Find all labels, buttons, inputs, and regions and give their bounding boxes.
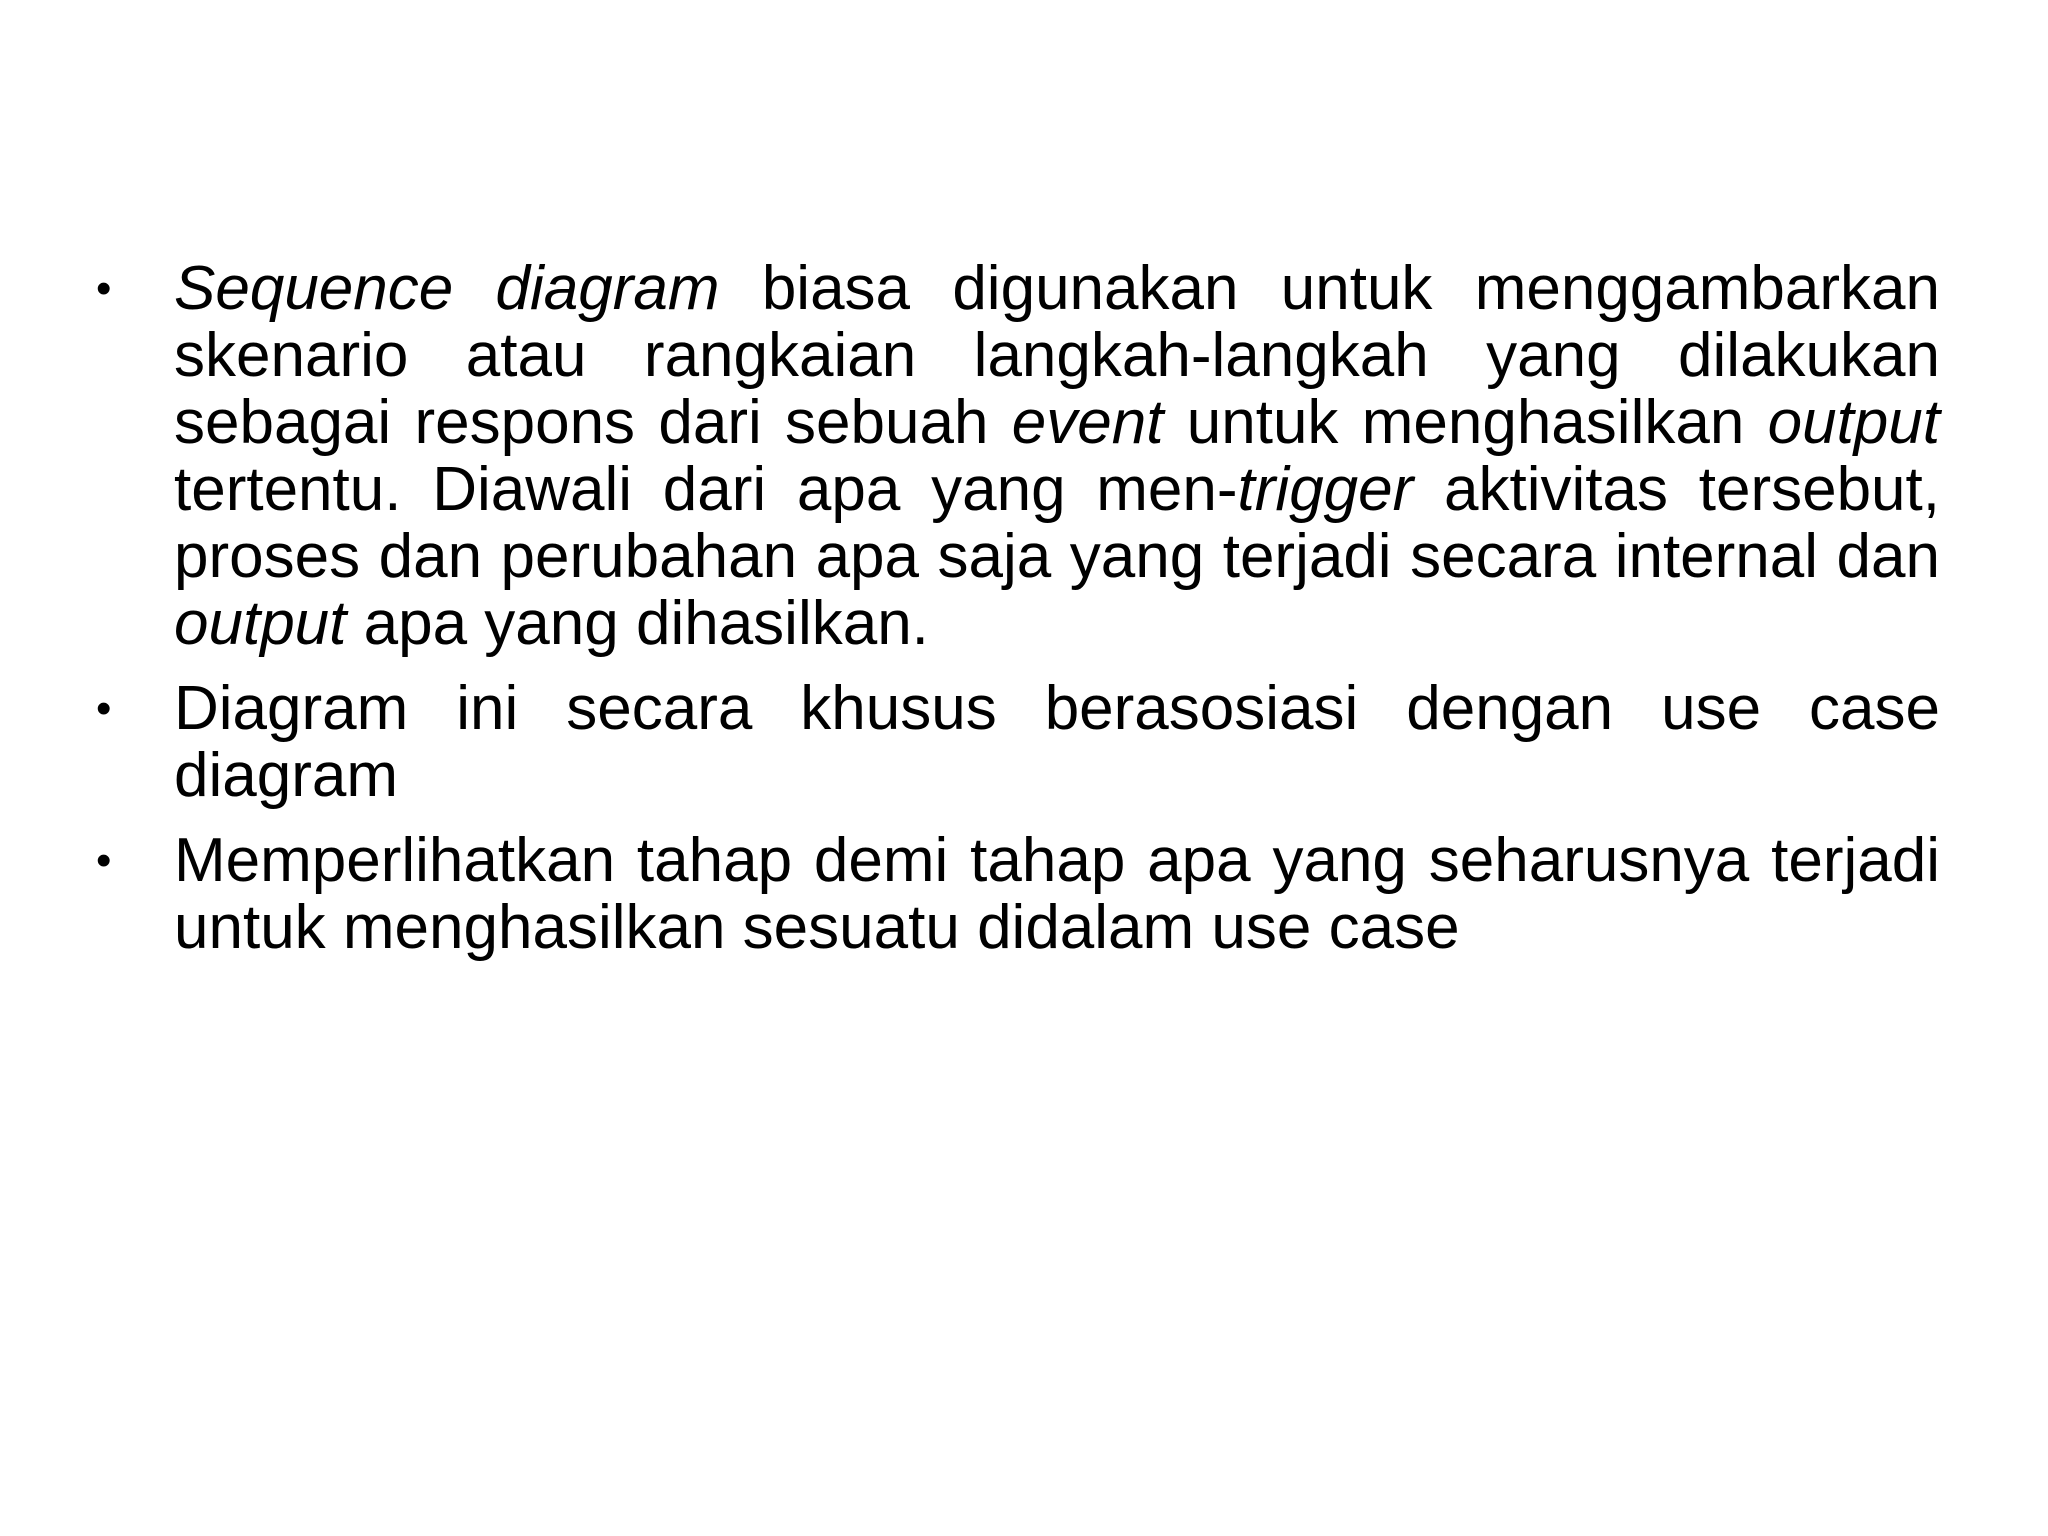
text-segment: trigger (1237, 455, 1414, 524)
text-segment: apa yang dihasilkan. (346, 589, 929, 658)
text-segment: output (174, 589, 347, 658)
text-segment: biasa digunakan untuk menggambarkan skenario atau rangkaian langkah-langkah yang dilakukan sebagai respons dari sebuah (174, 254, 1940, 457)
text-segment: untuk menghasilkan (1163, 388, 1768, 457)
bullet-item (90, 255, 1940, 657)
text-segment: event (1011, 388, 1164, 457)
bullet-marker: • (96, 264, 112, 313)
text-segment: output (1767, 388, 1940, 457)
bullet-list (90, 255, 1940, 979)
text-segment: aktivitas tersebut, proses dan perubahan apa saja yang terjadi secara internal dan (174, 455, 1940, 591)
bullet-item (90, 827, 1940, 961)
bullet-marker: • (96, 684, 112, 733)
text-segment: Memperlihatkan tahap demi tahap apa yang seharusnya terjadi untuk menghasilkan sesuatu didalam use case (174, 826, 1940, 962)
text-segment: Diagram ini secara khusus berasosiasi dengan use case diagram (174, 674, 1940, 810)
text-segment: Sequence diagram (174, 254, 720, 323)
bullet-item (90, 675, 1940, 809)
bullet-marker: • (96, 836, 112, 885)
text-segment: tertentu. Diawali dari apa yang men- (174, 455, 1238, 524)
